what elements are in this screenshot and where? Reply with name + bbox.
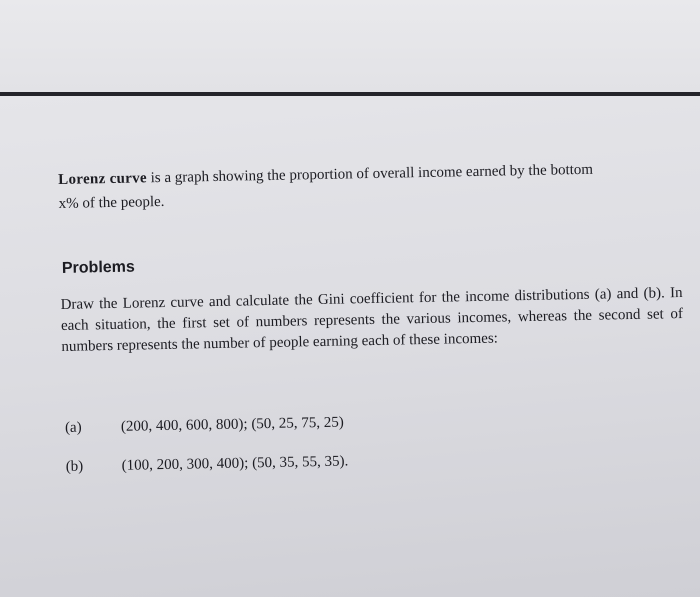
top-blank-area (0, 0, 700, 94)
item-b-label: (b) (65, 458, 84, 475)
lorenz-curve-definition-cont: x% of the people. (58, 193, 165, 212)
item-a-label: (a) (64, 419, 82, 436)
problem-statement: Draw the Lorenz curve and calculate the Gini coefficient for the income distributions (a) and (b). In each situation, the first set of numbers represents the various incomes, whereas the second set of numbers represents the number of people earning each of these incomes: (60, 285, 684, 355)
lorenz-curve-definition: is a graph showing the proportion of overall income earned by the bottom (150, 161, 594, 187)
item-a-data: (200, 400, 600, 800); (50, 25, 75, 25) (120, 414, 344, 435)
item-b-data: (100, 200, 300, 400); (50, 35, 55, 35). (121, 453, 349, 474)
lorenz-curve-term: Lorenz curve (58, 170, 148, 188)
problems-heading: Problems (61, 258, 136, 277)
